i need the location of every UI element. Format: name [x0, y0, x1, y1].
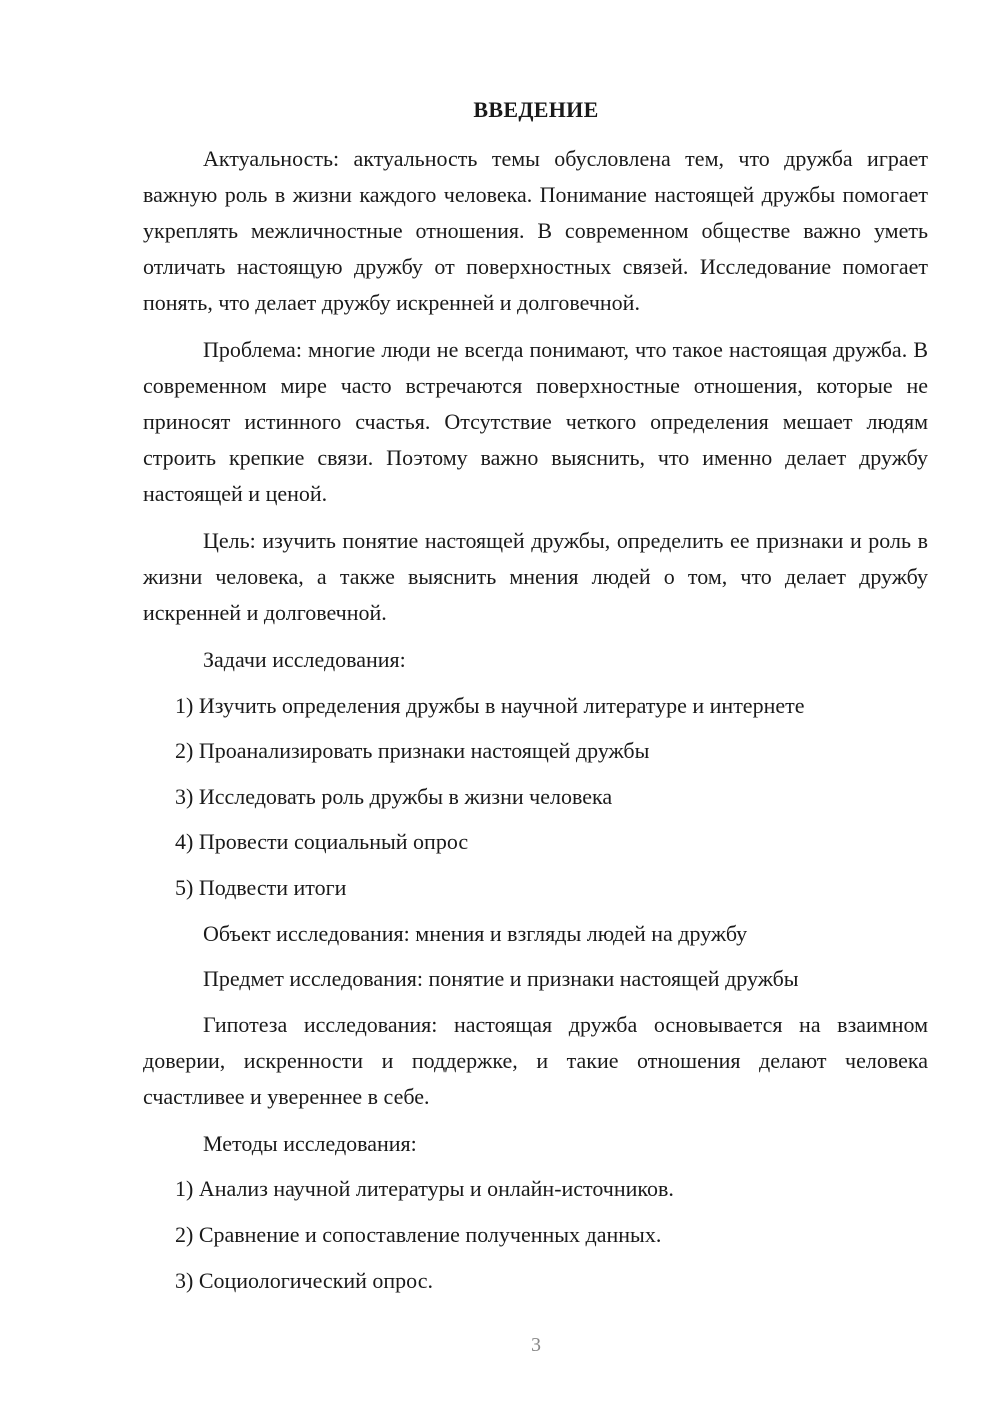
research-object: Объект исследования: мнения и взгляды людей на дружбу	[203, 920, 748, 946]
goal-paragraph: Цель: изучить понятие настоящей дружбы, определить ее признаки и роль в жизни человека, а также выяснить мнения людей о том, что делает дружбу искренней и долговечной.	[143, 528, 928, 625]
relevance-paragraph: Актуальность: актуальность темы обусловлена тем, что дружба играет важную роль в жизни каждого человека. Понимание настоящей дружбы помогает укреплять межличностные отношения. В современном обществе важно уметь отличать настоящую дружбу от поверхностных связей. Исследование помогает понять, что делает дружбу искренней и долговечной.	[143, 146, 928, 315]
method-item: 1) Анализ научной литературы и онлайн-источников.	[175, 1176, 674, 1202]
problem-paragraph: Проблема: многие люди не всегда понимают, что такое настоящая дружба. В современном мире часто встречаются поверхностные отношения, которые не приносят истинного счастья. Отсутствие четкого определения мешает людям строить крепкие связи. Поэтому важно выяснить, что именно делает дружбу настоящей и ценой.	[143, 337, 928, 506]
tasks-heading: Задачи исследования:	[203, 647, 406, 672]
body-text	[143, 141, 928, 1308]
page-number: 3	[531, 1334, 541, 1356]
hypothesis-paragraph: Гипотеза исследования: настоящая дружба основывается на взаимном доверии, искренности и поддержке, и такие отношения делают человека счастливее и увереннее в себе.	[143, 1011, 928, 1109]
task-item: 2) Проанализировать признаки настоящей дружбы	[175, 738, 650, 764]
research-subject: Предмет исследования: понятие и признаки настоящей дружбы	[203, 966, 799, 992]
method-item: 2) Сравнение и сопоставление полученных данных.	[175, 1221, 662, 1247]
task-item: 4) Провести социальный опрос	[175, 829, 469, 855]
task-item: 1) Изучить определения дружбы в научной литературе и интернете	[175, 692, 805, 718]
section-title: ВВЕДЕНИЕ	[473, 97, 599, 122]
task-item: 5) Подвести итоги	[175, 874, 347, 900]
task-item: 3) Исследовать роль дружбы в жизни человека	[175, 783, 613, 809]
methods-heading: Методы исследования:	[203, 1130, 417, 1156]
method-item: 3) Социологический опрос.	[175, 1267, 433, 1293]
